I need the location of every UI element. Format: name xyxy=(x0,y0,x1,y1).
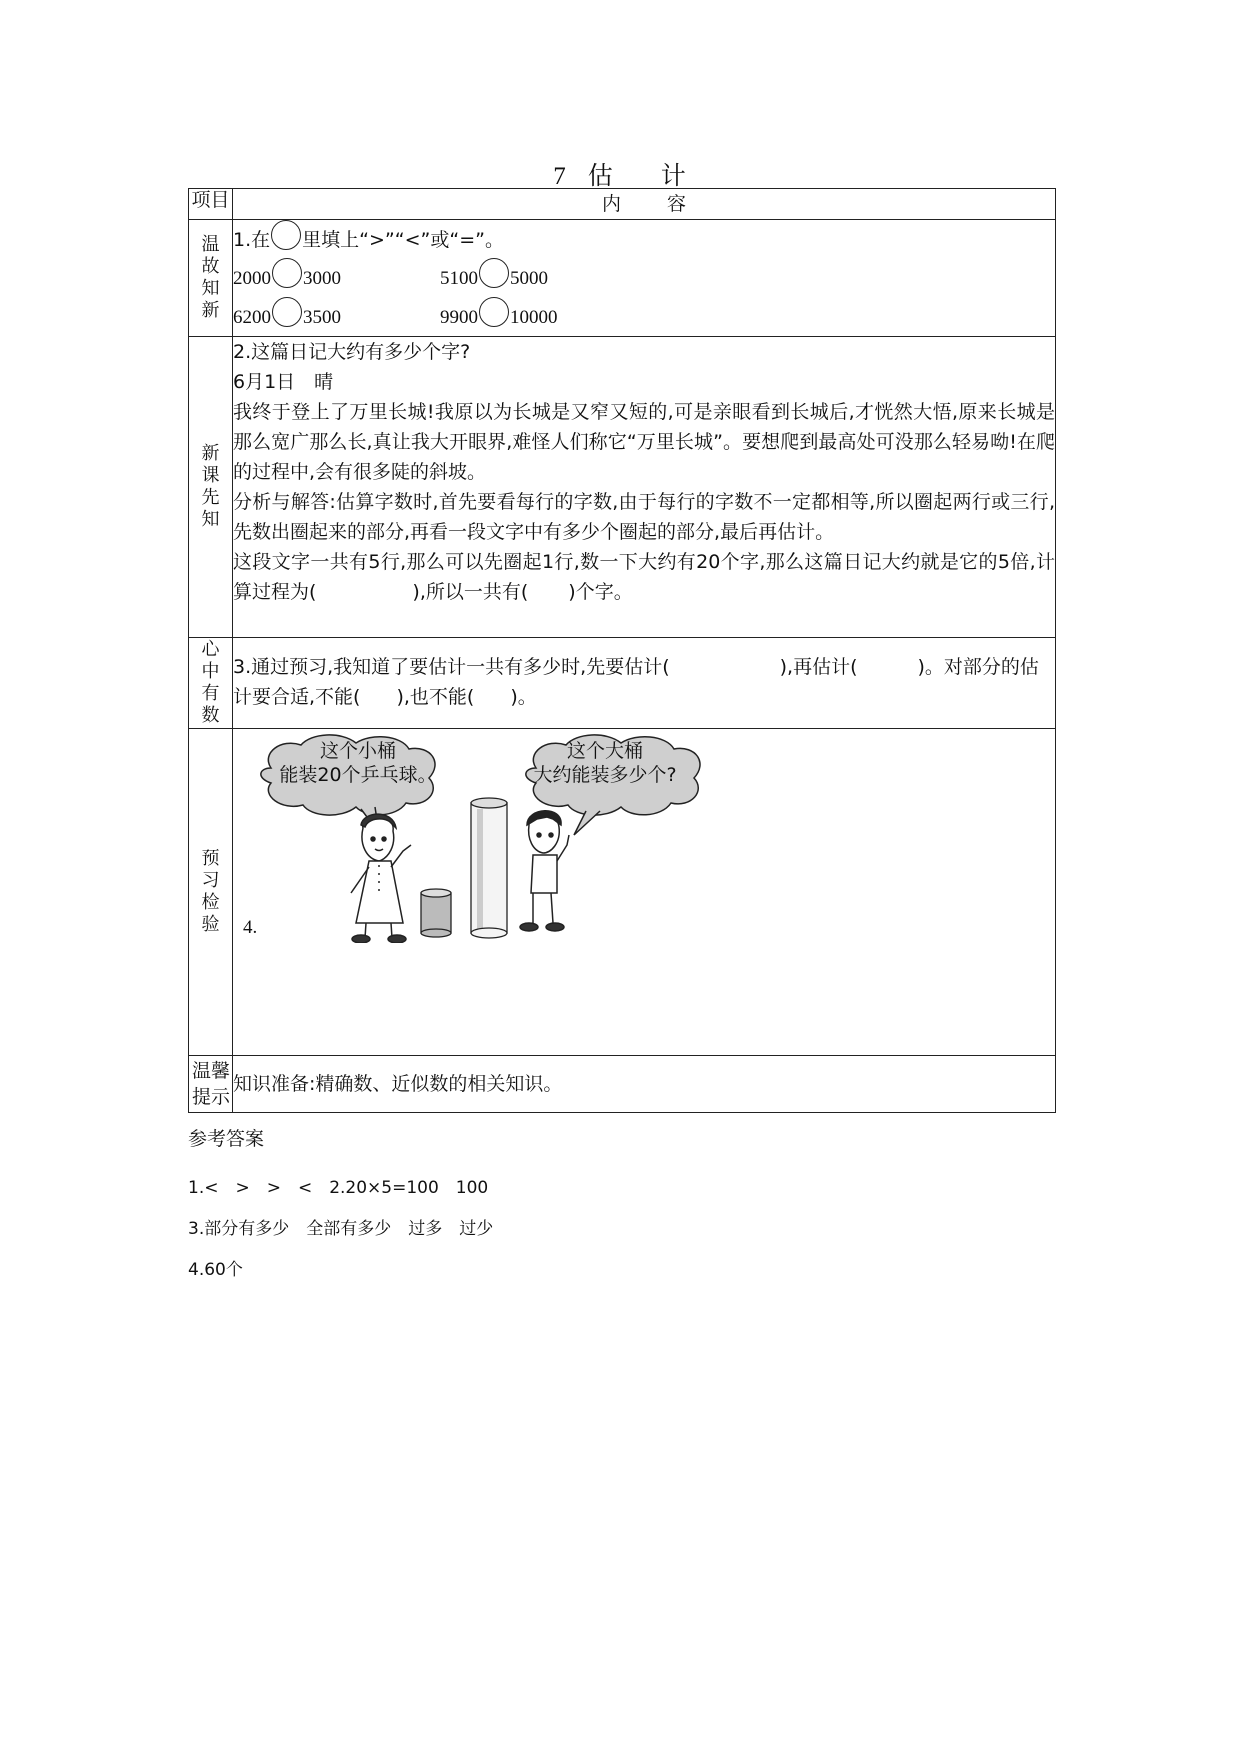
compare-pair: 2000 3000 xyxy=(233,258,440,297)
preview-content xyxy=(233,729,1056,1056)
q1-line xyxy=(233,220,1055,258)
q4-label: 4. xyxy=(243,917,258,938)
answer-circle-icon[interactable] xyxy=(272,297,302,327)
conclusion-text: 这段文字一共有5行,那么可以先圈起1行,数一下大约有20个字,那么这篇日记大约就是它的5倍,计算过程为( ),所以一共有( )个字。 xyxy=(233,551,1055,603)
q1-prefix: 1.在 xyxy=(233,229,271,251)
mind-content: 3.通过预习,我知道了要估计一共有多少时,先要估计( ),再估计( )。对部分的估计要合适,不能( ),也不能( )。 xyxy=(233,638,1056,729)
mind-row xyxy=(189,638,1056,729)
tips-row xyxy=(189,1056,1056,1113)
answers-heading: 参考答案 xyxy=(188,1128,265,1150)
tips-label-cell xyxy=(189,1056,233,1113)
worksheet-table xyxy=(188,188,1056,1113)
mind-label: 心中有数 xyxy=(201,639,220,726)
blank-circle-icon xyxy=(271,220,301,250)
small-bucket-icon xyxy=(421,889,451,937)
q2-text: 2.这篇日记大约有多少个字? xyxy=(233,341,471,363)
answer-line-3: 4.60个 xyxy=(188,1260,243,1280)
compare-pair: 6200 3500 xyxy=(233,297,440,336)
review-content xyxy=(233,220,1056,337)
q1-suffix: 里填上“>”“<”或“=”。 xyxy=(302,229,504,251)
mind-label-cell xyxy=(189,638,233,729)
review-label: 温故知新 xyxy=(201,234,220,321)
review-row xyxy=(189,220,1056,337)
preview-label: 预习检验 xyxy=(201,848,220,935)
big-bucket-icon xyxy=(471,798,507,938)
answer-circle-icon[interactable] xyxy=(479,297,509,327)
title-char-2: 计 xyxy=(660,161,688,190)
title-char-1: 估 xyxy=(587,161,615,190)
diary-text: 我终于登上了万里长城!我原以为长城是又窄又短的,可是亲眼看到长城后,才恍然大悟,原来长城是那么宽广那么长,真让我大开眼界,难怪人们称它“万里长城”。要想爬到最高处可没那么轻易呦!在爬的过程中,会有很多陡的斜坡。 xyxy=(233,401,1055,483)
review-label-cell xyxy=(189,220,233,337)
compare-line-2 xyxy=(233,297,1055,336)
preview-row xyxy=(189,729,1056,1056)
compare-line-1 xyxy=(233,258,1055,297)
boy-figure-icon xyxy=(520,811,569,931)
tips-content: 知识准备:精确数、近似数的相关知识。 xyxy=(233,1056,1056,1113)
answer-section xyxy=(188,1124,493,1296)
newlesson-label-cell xyxy=(189,337,233,638)
page-title xyxy=(0,156,1241,192)
header-row xyxy=(189,189,1056,220)
analysis-text: 分析与解答:估算字数时,首先要看每行的字数,由于每行的字数不一定都相等,所以圈起两行或三行,先数出圈起来的部分,再看一段文字中有多少个圈起的部分,最后再估计。 xyxy=(233,491,1055,543)
answer-circle-icon[interactable] xyxy=(479,258,509,288)
preview-label-cell xyxy=(189,729,233,1056)
compare-pair: 5100 5000 xyxy=(440,258,647,297)
answer-circle-icon[interactable] xyxy=(272,258,302,288)
answer-line-2: 3.部分有多少 全部有多少 过多 过少 xyxy=(188,1219,494,1239)
header-item: 项目 xyxy=(189,189,233,220)
diary-date: 6月1日 晴 xyxy=(233,371,334,393)
tips-label: 温馨提示 xyxy=(191,1060,230,1108)
compare-pair: 9900 10000 xyxy=(440,297,647,336)
header-content: 内容 xyxy=(233,189,1056,220)
answer-line-1: 1.< > > < 2.20×5=100 100 xyxy=(188,1178,489,1198)
newlesson-label: 新课先知 xyxy=(201,443,220,530)
newlesson-row xyxy=(189,337,1056,638)
newlesson-content xyxy=(233,337,1056,638)
lesson-number: 7 xyxy=(553,163,568,190)
boy-speech: 这个大桶 大约能装多少个? xyxy=(533,740,677,786)
girl-figure-icon xyxy=(351,814,411,943)
girl-speech: 这个小桶 能装20个乒乓球。 xyxy=(279,740,437,786)
